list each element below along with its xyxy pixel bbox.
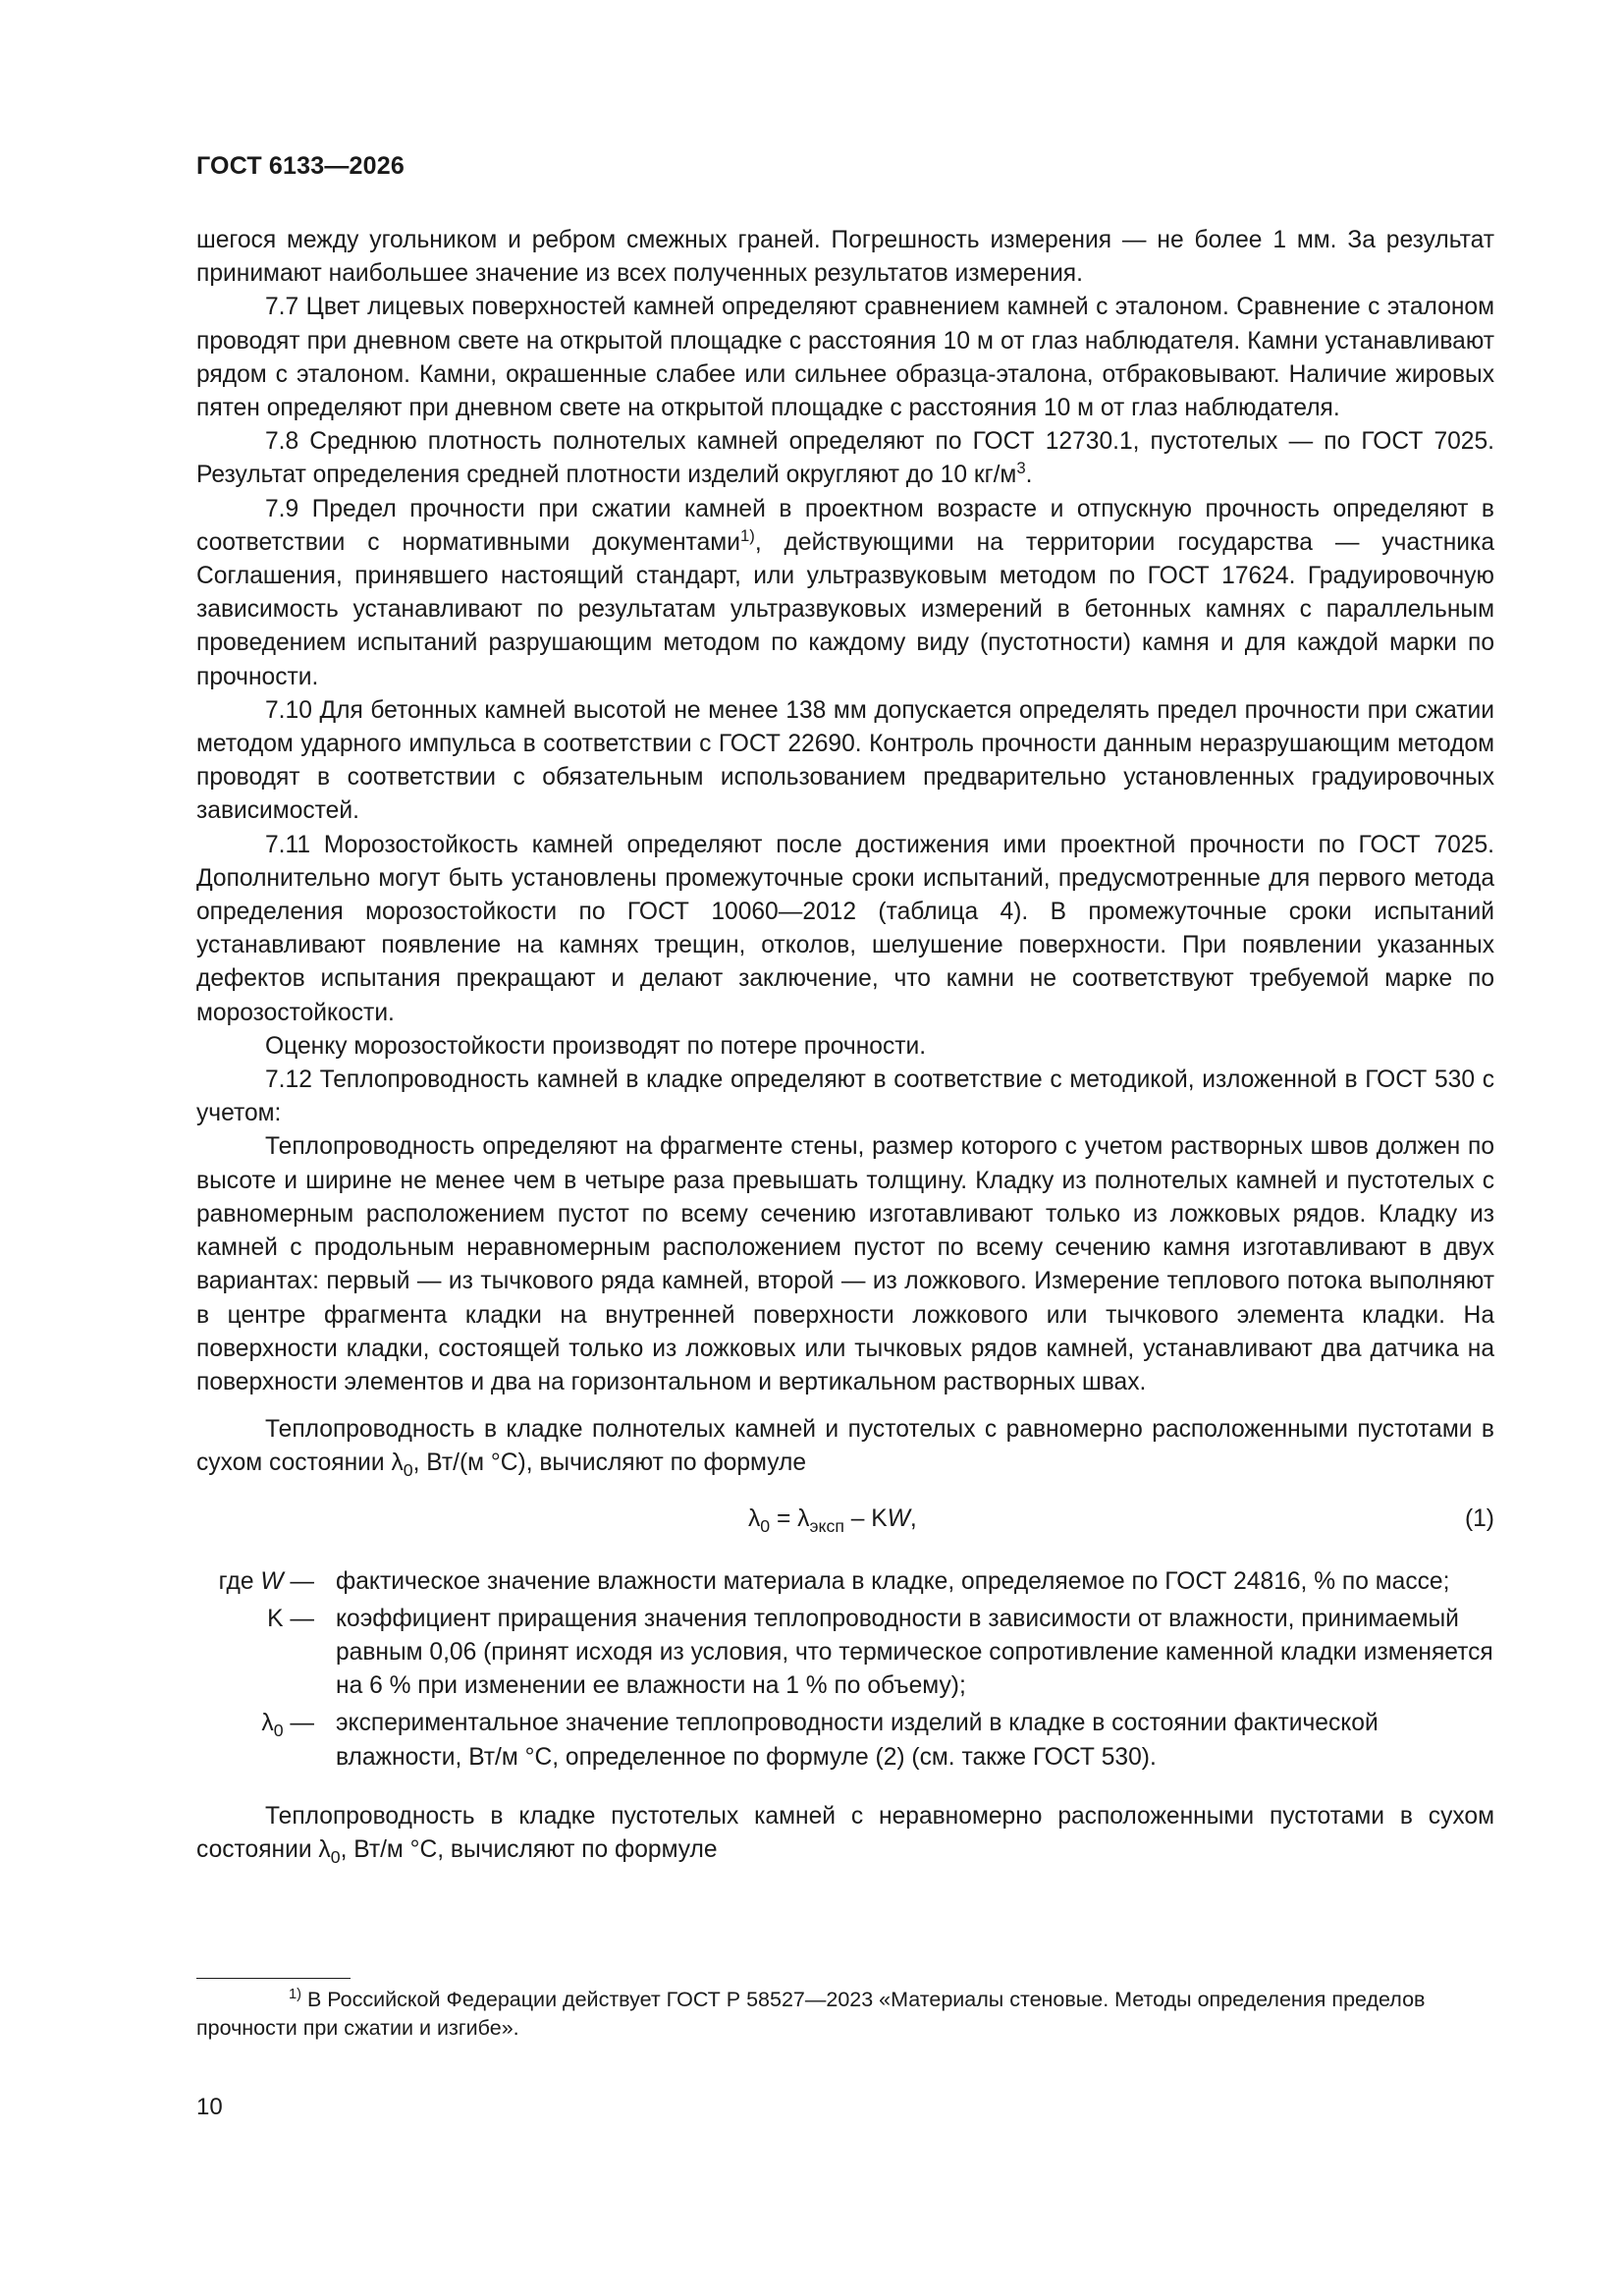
definition-text: фактическое значение влажности материала в кладке, определяемое по ГОСТ 24816, % по массе;	[336, 1567, 1450, 1595]
definition-symbol	[196, 1603, 336, 1704]
symbol: λ	[261, 1710, 274, 1737]
paragraph-text: Теплопроводность в кладке пустотелых камней с неравномерно расположенными пустотами в сухом состоянии λ	[196, 1802, 1494, 1863]
definition-item	[196, 1565, 1494, 1599]
dash: —	[283, 1567, 314, 1595]
footnote-text	[196, 1986, 1494, 2043]
formula-symbol: W	[887, 1504, 910, 1532]
paragraph-7-12: 7.12 Теплопроводность камней в кладке определяют в соответствие с методикой, изложенной в ГОСТ 530 с учетом:	[196, 1066, 1494, 1127]
formula-1	[196, 1497, 1494, 1550]
footnote-reference: 1)	[739, 525, 755, 545]
definition-text: экспериментальное значение теплопроводности изделий в кладке в состоянии фактической влажности, Вт/м °С, определенное по формуле (2) (см. также ГОСТ 530).	[336, 1710, 1379, 1771]
paragraph: шегося между угольником и ребром смежных граней. Погрешность измерения — не более 1 мм. За результат принимают наибольшее значение из всех полученных результатов измерения.	[196, 227, 1494, 288]
paragraph	[196, 1800, 1494, 1867]
symbol: K	[267, 1605, 284, 1632]
footnote-marker: 1)	[289, 1986, 301, 2002]
paragraph: Теплопроводность определяют на фрагменте стены, размер которого с учетом растворных швов должен по высоте и ширине не менее чем в четыре раза превышать толщину. Кладку из полнотелых камней и пустотелых с равномерным расположением пустот по всему сечению изготавливают только из ложковых рядов. Кладку из камней с продольным неравномерным расположением пустот по всему сечению камня изготавливают в двух вариантах: первый — из тычкового ряда камней, второй — из ложкового. Измерение теплового потока выполняют в центре фрагмента кладки на внутренней поверхности ложкового или тычкового элемента кладки. На поверхности кладки, состоящей только из ложковых или тычковых рядов камней, устанавливают два датчика на поверхности элементов и два на горизонтальном и вертикальном растворных швах.	[196, 1133, 1494, 1395]
paragraph-text: .	[1025, 462, 1033, 489]
paragraph	[196, 1413, 1494, 1480]
paragraph-7-9	[196, 493, 1494, 694]
footnote-divider	[196, 1978, 351, 1979]
definition-lead: где	[218, 1567, 261, 1595]
formula-symbol: ,	[909, 1504, 917, 1532]
document-body	[196, 224, 1494, 1867]
paragraph-text: 7.9 Предел прочности при сжатии камней в проектном возрасте и отпускную прочность определяют в соответствии с нормативными документами	[196, 495, 1494, 556]
formula-number: (1)	[1464, 1504, 1494, 1532]
paragraph-7-11: 7.11 Морозостойкость камней определяют после достижения ими проектной прочности по ГОСТ 7025. Дополнительно могут быть установлены промежуточные сроки испытаний, предусмотренные для первого метода определения морозостойкости по ГОСТ 10060—2012 (таблица 4). В промежуточные сроки испытаний устанавливают появление на камнях трещин, отколов, шелушение поверхности. При появлении указанных дефектов испытания прекращают и делают заключение, что камни не соответствуют требуемой марке по морозостойкости.	[196, 831, 1494, 1026]
paragraph-7-8	[196, 425, 1494, 492]
definition-item	[196, 1603, 1494, 1704]
paragraph: Оценку морозостойкости производят по потере прочности.	[265, 1032, 927, 1060]
footnote	[196, 1986, 1494, 2043]
dash: —	[283, 1605, 314, 1632]
paragraph-text: , Вт/м °С, вычисляют по формуле	[340, 1835, 718, 1863]
formula-symbol: – K	[843, 1504, 888, 1532]
subscript: эксп	[809, 1515, 844, 1536]
formula-symbol: λ	[748, 1504, 761, 1532]
symbol: W	[260, 1567, 284, 1595]
document-header: ГОСТ 6133—2026	[196, 152, 405, 180]
paragraph-text: 7.8 Среднюю плотность полнотелых камней определяют по ГОСТ 12730.1, пустотелых — по ГОСТ 7025. Результат определения средней плотности изделий округляют до 10 кг/м	[196, 428, 1494, 489]
paragraph-text: Теплопроводность в кладке полнотелых камней и пустотелых с равномерно расположенными пустотами в сухом состоянии λ	[196, 1416, 1494, 1477]
formula-expression	[748, 1503, 917, 1536]
definition-text: коэффициент приращения значения теплопроводности в зависимости от влажности, принимаемый равным 0,06 (принят исходя из условия, что термическое сопротивление каменной кладки изменяется на 6 % при изменении ее влажности на 1 % по объему);	[336, 1605, 1493, 1700]
subscript: 0	[760, 1515, 771, 1536]
subscript: 0	[273, 1721, 284, 1741]
footnote-body: В Российской Федерации действует ГОСТ Р 58527—2023 «Материалы стеновые. Методы определения пределов прочности при сжатии и изгибе».	[196, 1988, 1426, 2040]
definitions-list	[196, 1565, 1494, 1775]
definition-symbol	[196, 1565, 336, 1599]
paragraph-7-10: 7.10 Для бетонных камней высотой не менее 138 мм допускается определять предел прочности при сжатии методом ударного импульса в соответствии с ГОСТ 22690. Контроль прочности данным неразрушающим методом проводят в соответствии с обязательным использованием предварительно установленных градуировочных зависимостей.	[196, 696, 1494, 825]
subscript: 0	[403, 1460, 413, 1481]
paragraph-text: , действующими на территории государства — участника Соглашения, принявшего настоящий стандарт, или ультразвуковым методом по ГОСТ 17624. Градуировочную зависимость устанавливают по результатам ультразвуковых измерений в бетонных камнях с параллельным проведением испытаний разрушающим методом по каждому виду (пустотности) камня и для каждой марки по прочности.	[196, 528, 1494, 690]
formula-symbol: = λ	[770, 1504, 810, 1532]
definition-symbol	[196, 1707, 336, 1774]
definition-item	[196, 1707, 1494, 1774]
paragraph-text: , Вт/(м °С), вычисляют по формуле	[412, 1449, 807, 1477]
subscript: 0	[330, 1847, 341, 1868]
paragraph-7-7: 7.7 Цвет лицевых поверхностей камней определяют сравнением камней с эталоном. Сравнение с эталоном проводят при дневном свете на открытой площадке с расстояния 10 м от глаз наблюдателя. Камни устанавливают рядом с эталоном. Камни, окрашенные слабее или сильнее образца-эталона, отбраковывают. Наличие жировых пятен определяют при дневном свете на открытой площадке с расстояния 10 м от глаз наблюдателя.	[196, 294, 1494, 422]
superscript: 3	[1016, 459, 1026, 478]
dash: —	[283, 1710, 314, 1737]
page-number: 10	[196, 2094, 223, 2120]
